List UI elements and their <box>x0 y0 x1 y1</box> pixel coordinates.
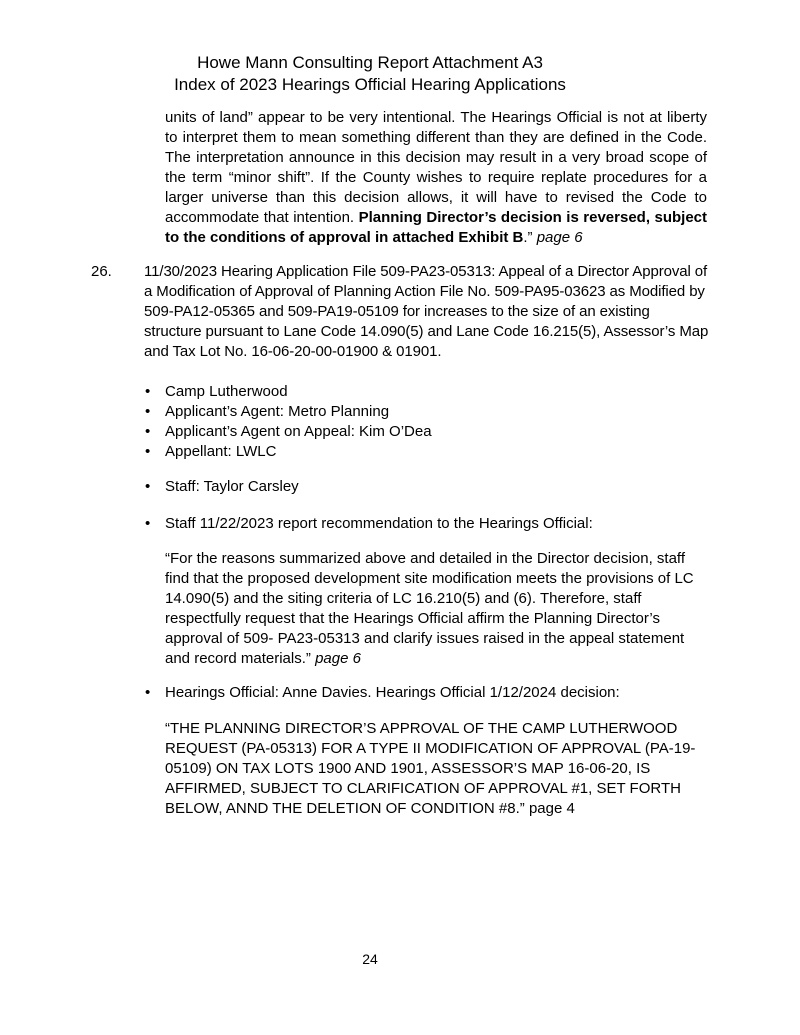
continued-quote-closing: .” <box>523 229 537 246</box>
bullet-icon: • <box>145 383 151 400</box>
list-item-text: Appellant: LWLC <box>165 443 277 460</box>
bullet-list-staff <box>145 477 710 497</box>
bullet-list-staff-report <box>145 514 710 534</box>
bullet-icon: • <box>145 443 151 460</box>
bullet-icon: • <box>145 403 151 420</box>
list-item <box>145 402 710 422</box>
staff-quote-page-ref: page 6 <box>315 650 361 667</box>
staff-quote-text: “For the reasons summarized above and detailed in the Director decision, staff find that the proposed development site modification meets the provisions of LC 14.090(5) and the siting criteria of LC 16.210(5) and (6). Therefore, staff respectfully request that the Hearings Official affirm the Planning Director’s approval of 509- PA23-05313 and clarify issues raised in the appeal statement and record materials.” <box>165 550 694 667</box>
list-item-text: Staff: Taylor Carsley <box>165 478 299 495</box>
page-header <box>0 52 740 96</box>
decision-quote: “THE PLANNING DIRECTOR’S APPROVAL OF THE CAMP LUTHERWOOD REQUEST (PA-05313) FOR A TYPE II MODIFICATION OF APPROVAL (PA-19-05109) ON TAX LOTS 1900 AND 1901, ASSESSOR’S MAP 16-06-20, IS AFFIRMED, SUBJECT TO CLARIFICATION OF APPROVAL #1, SET FORTH BELOW, ANND THE DELETION OF CONDITION #8.” page 4 <box>165 720 696 817</box>
list-item-text: Staff 11/22/2023 report recommendation to the Hearings Official: <box>165 515 593 532</box>
list-item-text: Camp Lutherwood <box>165 383 288 400</box>
bullet-list-hearings-official <box>145 683 710 703</box>
list-item-text: Hearings Official: Anne Davies. Hearings Official 1/12/2024 decision: <box>165 684 620 701</box>
numbered-item <box>91 262 711 362</box>
continued-quote-text: units of land” appear to be very intentional. The Hearings Official is not at liberty to interpret them to mean something different than they are defined in the Code. The interpretation announce in this decision may result in a very broad scope of the term “minor shift”. If the County wishes to require replate procedures for a larger universe than this decision allows, it will have to revised the Code to accommodate that intention. <box>165 109 707 226</box>
page-number: 24 <box>362 951 378 967</box>
item-number: 26. <box>91 263 112 280</box>
list-item <box>145 683 710 703</box>
list-item <box>145 442 710 462</box>
bullet-icon: • <box>145 478 151 495</box>
continued-quote <box>165 108 707 248</box>
header-subtitle: Index of 2023 Hearings Official Hearing Applications <box>174 75 566 94</box>
bullet-icon: • <box>145 423 151 440</box>
staff-quote <box>165 549 710 669</box>
list-item-text: Applicant’s Agent: Metro Planning <box>165 403 390 420</box>
item-description: 11/30/2023 Hearing Application File 509-PA23-05313: Appeal of a Director Approval of a Modification of Approval of Planning Action File No. 509-PA95-03623 as Modified by 509-PA12-05365 and 509-PA19-05109 for increases to the size of an existing structure pursuant to Lane Code 14.090(5) and Lane Code 16.215(5), Assessor’s Map and Tax Lot No. 16-06-20-00-01900 & 01901. <box>144 263 709 360</box>
continued-quote-bold: Planning Director’s decision is reversed, subject to the conditions of approval in attached Exhibit B <box>165 209 707 246</box>
list-item <box>145 422 710 442</box>
list-item <box>145 477 710 497</box>
continued-quote-page-ref: page 6 <box>536 229 583 246</box>
bullet-icon: • <box>145 684 151 701</box>
list-item <box>145 514 710 534</box>
bullet-list-parties <box>145 382 710 462</box>
list-item-text: Applicant’s Agent on Appeal: Kim O’Dea <box>165 423 432 440</box>
header-title: Howe Mann Consulting Report Attachment A3 <box>197 53 543 72</box>
bullet-icon: • <box>145 515 151 532</box>
list-item <box>145 382 710 402</box>
